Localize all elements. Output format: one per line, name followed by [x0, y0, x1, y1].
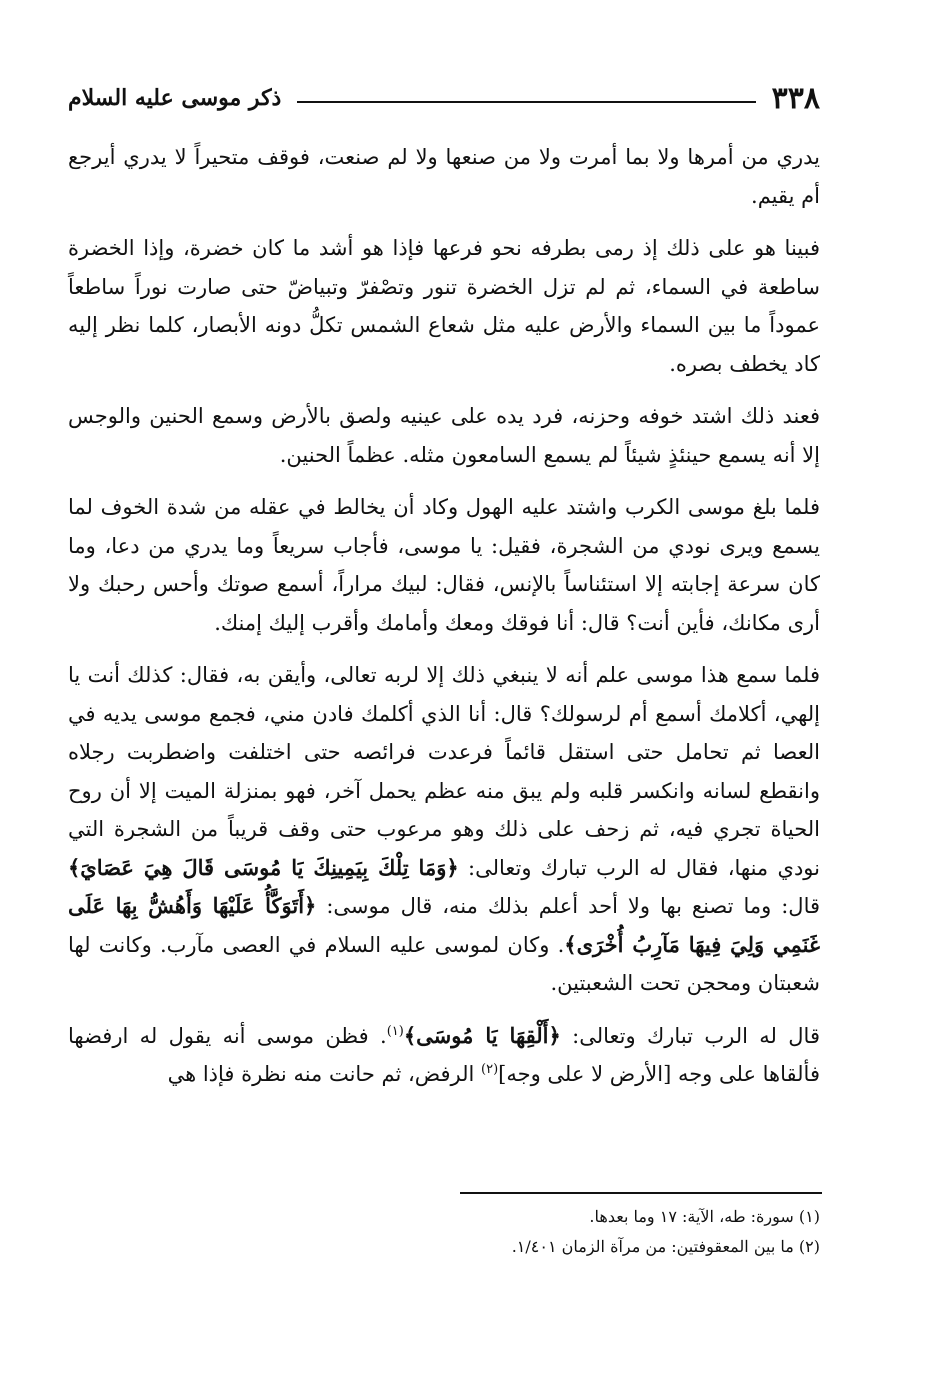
quran-verse: ﴿وَمَا تِلْكَ بِيَمِينِكَ يَا مُوسَى قَالَ هِيَ عَصَايَ﴾ [68, 854, 459, 880]
footnote-rule [460, 1192, 822, 1194]
text-run: . وكان لموسى عليه السلام في العصى مآرب. وكانت لها شعبتان ومحجن تحت الشعبتين. [68, 932, 820, 995]
paragraph: يدري من أمرها ولا بما أمرت ولا من صنعها ولا لم صنعت، فوقف متحيراً لا يدري أيرجع أم يقيم. [68, 145, 820, 208]
header-rule [297, 101, 755, 103]
quran-verse: ﴿أَلْقِهَا يَا مُوسَى﴾ [403, 1022, 561, 1048]
paragraph [68, 1017, 820, 1094]
footnote: (١) سورة: طه، الآية: ١٧ وما بعدها. [589, 1207, 820, 1226]
running-title: ذكر موسى عليه السلام [68, 85, 282, 111]
text-run: قال: وما تصنع بها ولا أحد أعلم بذلك منه، قال موسى: [316, 894, 821, 918]
page-number: ٣٣٨ [771, 80, 820, 116]
text-run: الرفض، ثم حانت منه نظرة فإذا هي [167, 1062, 482, 1086]
paragraph: فلما بلغ موسى الكرب واشتد عليه الهول وكاد أن يخالط في عقله من شدة الخوف لما يسمع ويرى نودي من الشجرة، فقيل: يا موسى، فأجاب سريعاً وما يدري من دعا، وما كان سرعة إجابته إلا استئناساً بالإنس، فقال: لبيك مراراً، أسمع صوتك وأحس رحبك ولا أرى مكانك، فأين أنت؟ قال: أنا فوقك ومعك وأمامك وأقرب إليك إمنك. [68, 495, 820, 635]
paragraph: فعند ذلك اشتد خوفه وحزنه، فرد يده على عينيه ولصق بالأرض وسمع الحنين والوجس إلا أنه يسمع حينئذٍ شيئاً لم يسمع السامعون مثله. عظماً الحنين. [68, 404, 820, 467]
paragraph [68, 656, 820, 1003]
quran-verse: ﴿أَتَوَكَّأُ عَلَيْهَا وَأَهُشُّ بِهَا عَلَى غَنَمِي وَلِيَ فِيهَا مَآرِبُ أُخْرَى﴾ [68, 893, 821, 957]
text-run: قال له الرب تبارك وتعالى: [560, 1023, 820, 1048]
footnotes [68, 1202, 820, 1262]
footnote-ref: (٢) [481, 1062, 499, 1077]
page-header [68, 78, 820, 118]
text-run: فلما سمع هذا موسى علم أنه لا ينبغي ذلك إلا لربه تعالى، وأيقن به، فقال: كذلك أنت يا إلهي، أكلامك أسمع أم لرسولك؟ قال: أنا الذي أكلمك فادن مني، فجمع موسى يديه في العصا ثم تحامل حتى استقل قائماً فرعدت فرائصه حتى اختلفت واضطربت رجلاه وانقطع لسانه وانكسر قلبه ولم يبق منه عظم يحمل آخر، فهو بمنزلة الميت إلا أن روح الحياة تجري فيه، ثم زحف على ذلك وهو مرعوب حتى وقف قريباً من الشجرة التي نودي منها، فقال له الرب تبارك وتعالى: [68, 663, 820, 880]
footnote-ref: (١) [386, 1023, 404, 1039]
text-run: . فظن موسى أنه يقول له ارفضها فألقاها على وجه [الأرض لا على وجه] [68, 1023, 820, 1086]
main-text [68, 138, 820, 1108]
paragraph: فبينا هو على ذلك إذ رمى بطرفه نحو فرعها فإذا هو أشد ما كان خضرة، وإذا الخضرة ساطعة في السماء، ثم لم تزل الخضرة تنور وتصْفرّ وتبياضّ حتى صارت نوراً ساطعاً عموداً ما بين السماء والأرض عليه مثل شعاع الشمس تكلُّ دونه الأبصار، كلما نظر إليه كاد يخطف بصره. [68, 236, 820, 376]
footnote: (٢) ما بين المعقوفتين: من مرآة الزمان ١/٤٠١. [511, 1237, 820, 1256]
